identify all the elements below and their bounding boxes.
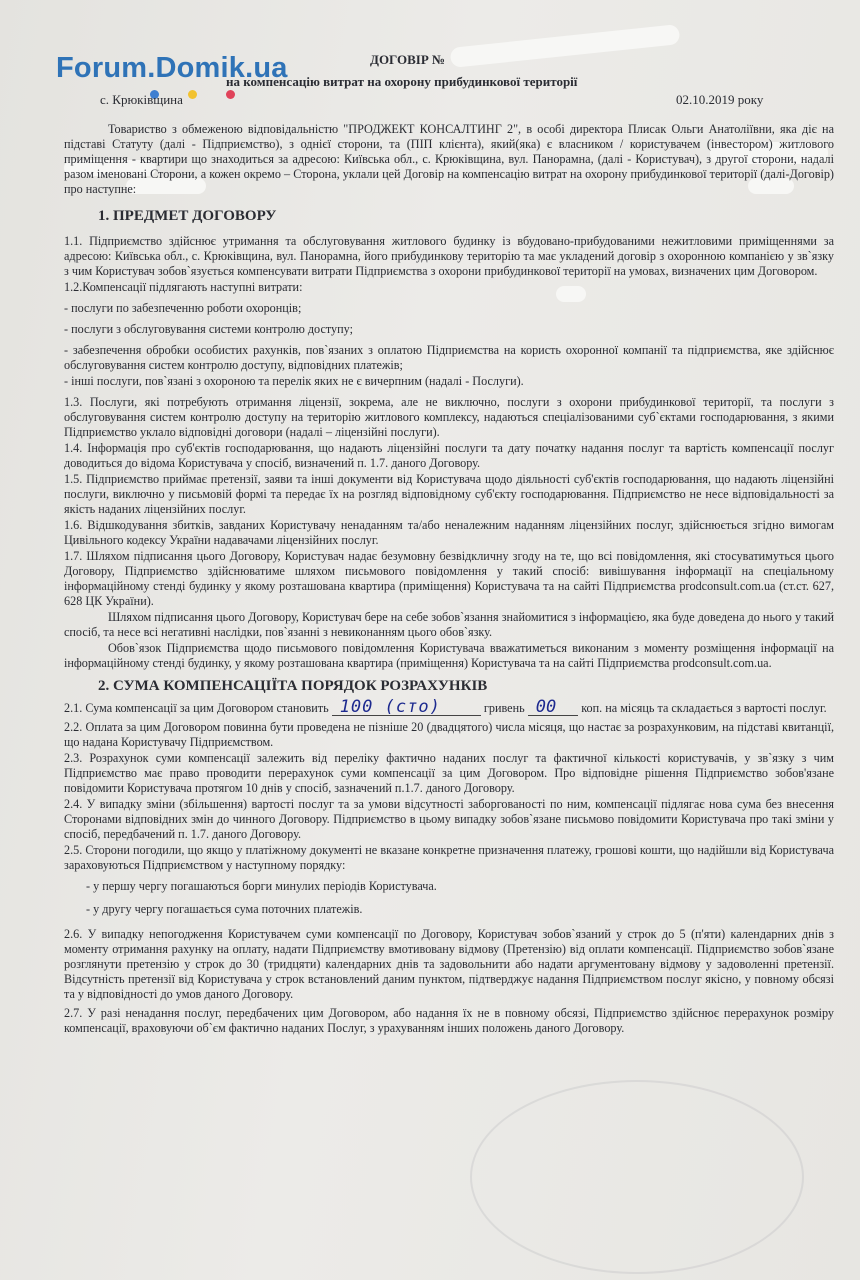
clause-1-3: 1.3. Послуги, які потребують отримання ліцензії, зокрема, але не виключно, послуги з охорони прибудинкової території, та послуги з обслуговування систем контролю доступу на територію житлового комплексу, надаються спеціалізованими суб`єктами господарювання, з якими Підприємство уклало відповідні договори (надалі – ліцензійні послуги).: [64, 395, 834, 439]
clause-2-1-text-c: коп. на місяць та складається з вартості послуг.: [581, 701, 827, 715]
document-body: [64, 122, 834, 1037]
clause-1-4: 1.4. Інформація про суб'єктів господарювання, що надають ліцензійні послуги та дату початку надання послуг та вартість компенсації послуг доводиться до відома Користувача у спосіб, визначений п. 1.7. даного Договору.: [64, 441, 834, 470]
handwritten-kop: 00: [528, 700, 578, 716]
document-date: 02.10.2019 року: [676, 92, 764, 107]
clause-1-7-note-2: Обов`язок Підприємства щодо письмового повідомлення Користувача вважатиметься виконаним з моменту розміщення інформації на інформаційному стенді будинку, у якому розташована квартира (приміщення) Користувача та на сайті Підприємства prodconsult.com.ua.: [64, 641, 834, 670]
clause-2-6: 2.6. У випадку непогодження Користувачем суми компенсації по Договору, Користувач зобов`язаний у строк до 5 (п'яти) календарних днів з моменту отримання рахунку на оплату, надати Підприємству вмотивовану відмову (Претензію) від оплати компенсації. Підприємство зобов`язане розглянути претензію у строк до 30 (тридцяти) календарних днів та задовольнити або надати аргументовану відмову у задоволенні претензії. Відсутність претензії від Користувача у строк встановлений даним пунктом, підтверджує надання Підприємством послуг якісно, у повному обсязі та у відповідності до умов даного Договору.: [64, 927, 834, 1001]
clause-1-7-note-1: Шляхом підписання цього Договору, Користувач бере на себе зобов`язання знайомитися з інформацією, яка буде доведена до нього у такий спосіб, та несе всі негативні наслідки, пов`язанні з невиконанням цього обов`язку.: [64, 610, 834, 639]
document-place: с. Крюківщина: [100, 92, 183, 107]
redaction-number: [450, 24, 681, 68]
handwritten-amount: 100 (сто): [332, 700, 481, 716]
section-1-heading: 1. ПРЕДМЕТ ДОГОВОРУ: [98, 208, 277, 224]
clause-1-7: 1.7. Шляхом підписання цього Договору, Користувач надає безумовну безвідкличну згоду на те, що всі повідомлення, які стосуватимуться цього Договору, Підприємство здійснюватиме шляхом письмового повідомлення у такий спосіб: вивішування інформації на спеціальному інформаційному стенді будинку у якому розташована квартира (приміщення) Користувача та на сайті Підприємства prodconsult.com.ua (ст.ст. 627, 628 ЦК України).: [64, 549, 834, 608]
list-item: - забезпечення обробки особистих рахунків, пов`язаних з оплатою Підприємства на користь охоронної компанії та підприємства, яке здійснює обслуговування систем контролю доступу, відповідних платежів;: [64, 343, 834, 372]
clause-2-2: 2.2. Оплата за цим Договором повинна бути проведена не пізніше 20 (двадцятого) числа місяця, що настає за розрахунковим, на підставі квитанції, що надана Користувачу Підприємством.: [64, 720, 834, 749]
list-item: - у першу чергу погашаються борги минулих періодів Користувача.: [86, 879, 437, 893]
list-item: - інші послуги, пов`язані з охороною та перелік яких не є вичерпним (надалі - Послуги).: [64, 374, 524, 388]
clause-2-4: 2.4. У випадку зміни (збільшення) вартості послуг та за умови відсутності заборгованості по ним, компенсації підлягає нова сума без внесення Сторонами відповідних змін до чинного Договору. Підприємство в цьому випадку зобов`язане письмово повідомити Користувача про такі зміни у спосіб, передбачений п. 1.7. даного Договору.: [64, 797, 834, 841]
clause-1-6: 1.6. Відшкодування збитків, завданих Користувачу ненаданням та/або неналежним наданням ліцензійних послуг, здійснюється згідно вимогам Цивільного кодексу України надавачами ліцензійних послуг.: [64, 518, 834, 547]
clause-1-2: 1.2.Компенсації підлягають наступні витрати:: [64, 280, 303, 294]
document-subtitle: на компенсацію витрат на охорону прибудинкової території: [226, 74, 578, 89]
section-2-heading: 2. СУМА КОМПЕНСАЦІЇТА ПОРЯДОК РОЗРАХУНКІВ: [98, 678, 488, 694]
clause-2-5: 2.5. Сторони погодили, що якщо у платіжному документі не вказане конкретне призначення платежу, грошові кошти, що надійшли від Користувача зараховуються Підприємством у наступному порядку:: [64, 843, 834, 872]
clause-2-7: 2.7. У разі ненадання послуг, передбачених цим Договором, або надання їх не в повному обсязі, Підприємство здійснює перерахунок розміру компенсації, враховуючи об`єм фактично наданих Послуг, з урахуванням інших положень даного Договору.: [64, 1006, 834, 1035]
clause-2-1: [64, 697, 834, 717]
clause-1-1: 1.1. Підприємство здійснює утримання та обслуговування житлового будинку із вбудовано-прибудованими нежитловими приміщеннями за адресою: Київська обл., с. Крюківщина, вул. Панорамна, його прибудинкову територію та має укладений договір з охоронною компанією у зв`язку з чим Користувач зобов`язується компенсувати витрати Підприємства з охорони прибудинкової території на умовах, визначених цим Договором.: [64, 234, 834, 278]
document-title: ДОГОВІР №: [370, 52, 446, 67]
clause-1-5: 1.5. Підприємство приймає претензії, заяви та інші документи від Користувача щодо діяльності суб'єктів господарювання, що надають ліцензійні послуги, виключно у письмовій формі та передає їх на розгляд відповідному суб'єкту господарювання. Підприємство не несе відповідальності за якість наданих ліцензійних послуг.: [64, 472, 834, 516]
clause-2-3: 2.3. Розрахунок суми компенсації залежить від переліку фактично наданих послуг та фактичної кількості користувачів, у зв`язку з чим Підприємство має право проводити перерахунок суми компенсації за цим Договором. Про відповідне рішення Підприємство зобов'язане повідомити Користувача протягом 10 днів у спосіб, зазначений п.1.7. даного Договору.: [64, 751, 834, 795]
list-item: - послуги з обслуговування системи контролю доступу;: [64, 322, 353, 336]
intro-paragraph: Товариство з обмеженою відповідальністю "ПРОДЖЕКТ КОНСАЛТИНГ 2", в особі директора Плисак Ольги Анатоліївни, яка діє на підставі Статуту (далі - Підприємство), з однієї сторони, та (ПІП клієнта), який(яка) є власником / користувачем (інвестором) житлового приміщення - квартири що знаходиться за адресою: Київська обл., с. Крюківщина, вул. Панорамна, (далі - Користувач), з другої сторони, надалі разом іменовані Сторони, а кожен окремо – Сторона, уклали цей Договір на компенсацію витрат на охорону прибудинкової території (далі-Договір) про наступне:: [64, 122, 834, 196]
watermark-logo: Forum.Domik.ua: [56, 52, 288, 84]
faded-stamp: [470, 1080, 804, 1274]
list-item: - у другу чергу погашається сума поточних платежів.: [86, 902, 363, 916]
clause-2-1-text-a: 2.1. Сума компенсації за цим Договором становить: [64, 701, 329, 715]
list-item: - послуги по забезпеченню роботи охоронців;: [64, 301, 302, 315]
clause-2-1-text-b: гривень: [483, 701, 525, 715]
